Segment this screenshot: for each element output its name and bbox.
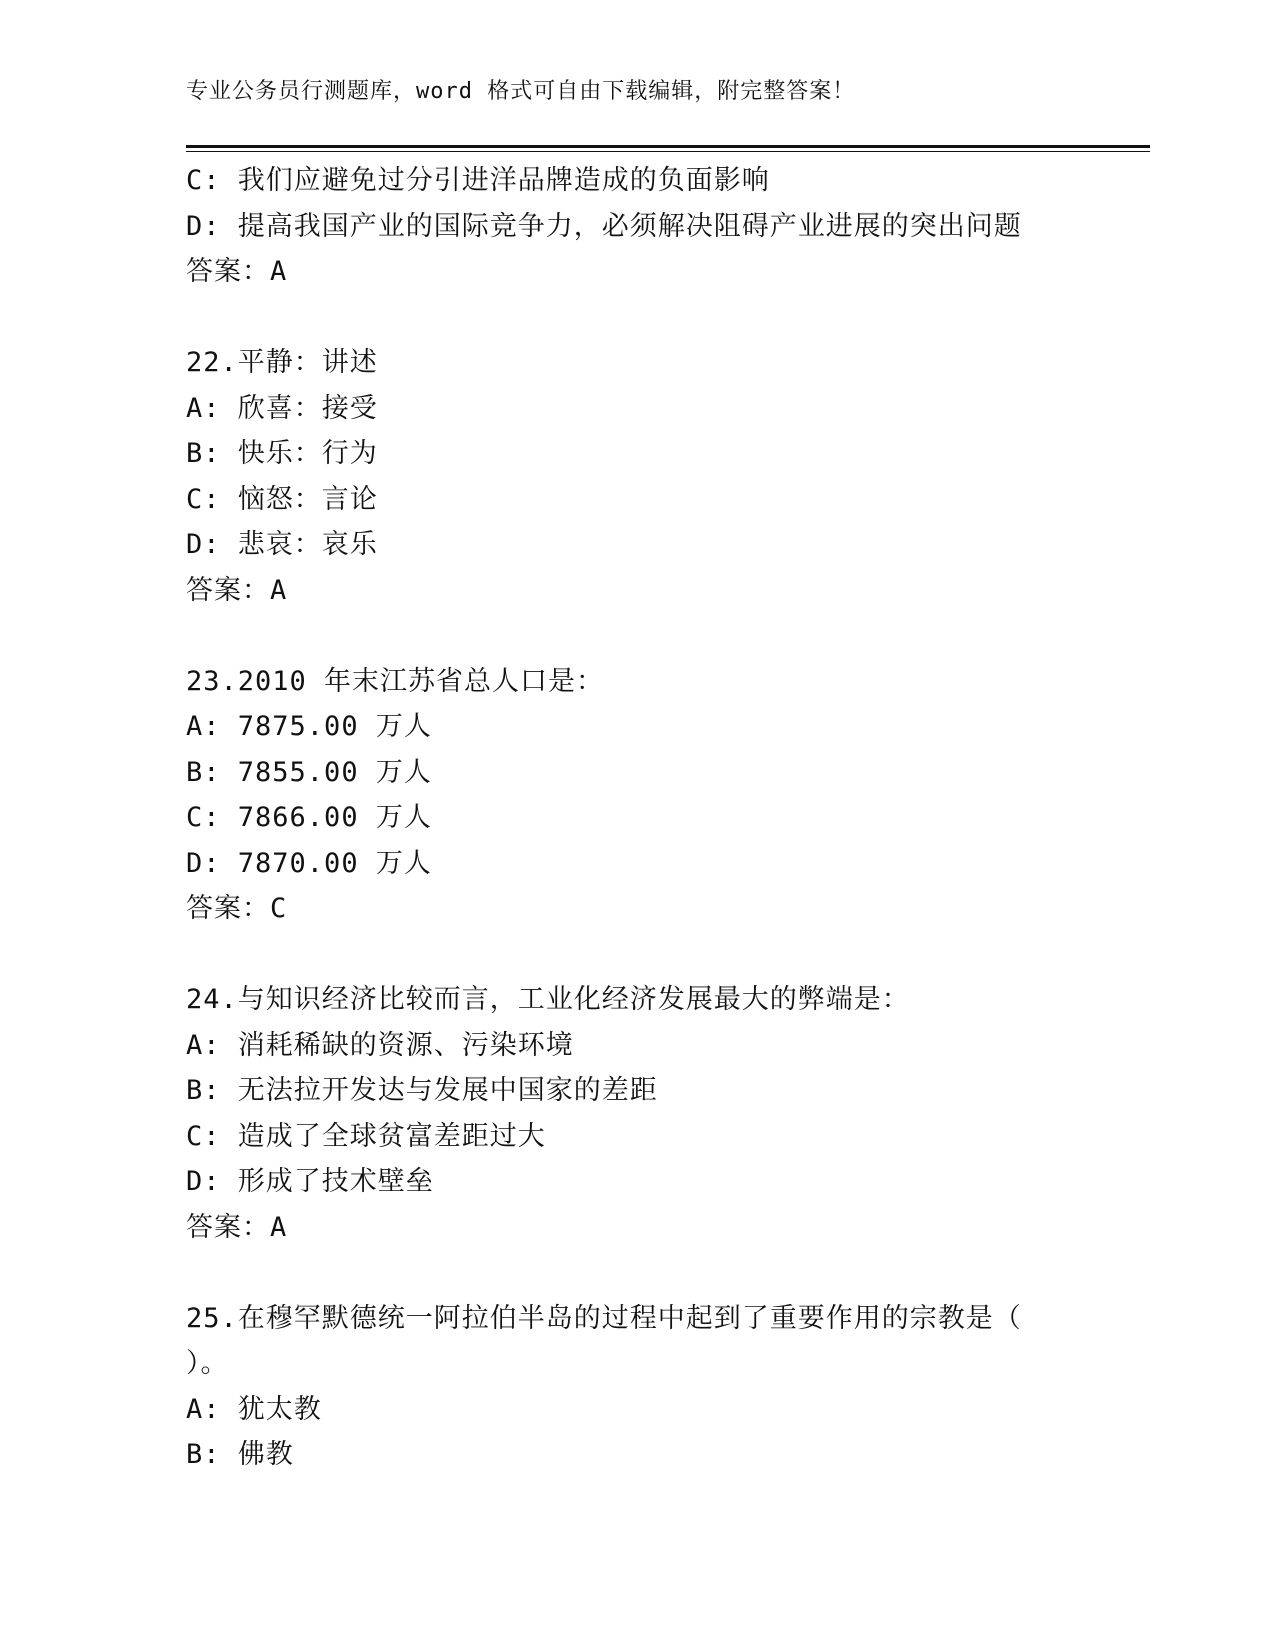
option-line bbox=[186, 431, 1086, 477]
question-title: 25.在穆罕默德统一阿拉伯半岛的过程中起到了重要作用的宗教是（ bbox=[186, 1302, 1022, 1334]
option-line bbox=[186, 841, 1086, 887]
option-label: D: bbox=[186, 529, 221, 560]
header-rule-thick bbox=[186, 145, 1150, 148]
option-line bbox=[186, 750, 1086, 796]
option-label: C: bbox=[186, 802, 221, 833]
option-text: 悲哀：哀乐 bbox=[237, 529, 378, 560]
option-line bbox=[186, 158, 1086, 204]
option-label: A: bbox=[186, 392, 221, 424]
option-text: 恼怒：言论 bbox=[237, 483, 378, 515]
question-title-continuation: ）。 bbox=[186, 1348, 229, 1379]
option-line bbox=[186, 1159, 1086, 1205]
spacer bbox=[186, 295, 1086, 341]
spacer bbox=[186, 613, 1086, 659]
option-text: 佛教 bbox=[237, 1439, 294, 1470]
option-label: D: bbox=[186, 847, 221, 879]
option-label: B: bbox=[186, 438, 221, 469]
option-line bbox=[186, 704, 1086, 750]
answer-label: 答案： bbox=[186, 256, 270, 287]
option-text: 造成了全球贫富差距过大 bbox=[237, 1120, 546, 1152]
answer-label: 答案： bbox=[186, 1211, 270, 1243]
question-title: 23.2010 年末江苏省总人口是： bbox=[186, 665, 605, 697]
option-label: B: bbox=[186, 756, 221, 788]
option-label: D: bbox=[186, 210, 221, 242]
option-label: C: bbox=[186, 165, 221, 196]
option-label: C: bbox=[186, 1120, 221, 1152]
option-label: B: bbox=[186, 1439, 221, 1470]
option-line bbox=[186, 1114, 1086, 1160]
question-title: 22.平静：讲述 bbox=[186, 347, 378, 378]
option-text: 消耗稀缺的资源、污染环境 bbox=[237, 1029, 574, 1061]
option-text: 欣喜：接受 bbox=[237, 392, 378, 424]
answer-label: 答案： bbox=[186, 893, 270, 924]
question-content bbox=[186, 158, 1086, 1478]
option-line bbox=[186, 477, 1086, 523]
option-label: A: bbox=[186, 1393, 221, 1425]
answer-value: C bbox=[270, 893, 288, 924]
option-line bbox=[186, 522, 1086, 568]
answer-value: A bbox=[270, 256, 288, 287]
option-text: 犹太教 bbox=[237, 1393, 322, 1425]
option-text: 形成了技术壁垒 bbox=[237, 1166, 434, 1197]
page-header: 专业公务员行测题库，word 格式可自由下载编辑，附完整答案！ bbox=[186, 79, 856, 104]
option-text: 7866.00 万人 bbox=[237, 802, 432, 833]
spacer bbox=[186, 1250, 1086, 1296]
header-rule-thin bbox=[186, 151, 1150, 152]
option-line bbox=[186, 386, 1086, 432]
option-label: B: bbox=[186, 1075, 221, 1106]
option-text: 我们应避免过分引进洋品牌造成的负面影响 bbox=[237, 165, 770, 196]
answer-label: 答案： bbox=[186, 574, 270, 606]
option-label: D: bbox=[186, 1166, 221, 1197]
spacer bbox=[186, 932, 1086, 978]
option-text: 无法拉开发达与发展中国家的差距 bbox=[237, 1075, 658, 1106]
option-label: A: bbox=[186, 1029, 221, 1061]
question-title: 24.与知识经济比较而言，工业化经济发展最大的弊端是： bbox=[186, 984, 910, 1015]
option-label: A: bbox=[186, 711, 221, 742]
option-line bbox=[186, 1068, 1086, 1114]
option-line bbox=[186, 1023, 1086, 1069]
answer-line bbox=[186, 249, 1086, 295]
option-text: 7875.00 万人 bbox=[237, 711, 432, 742]
option-line bbox=[186, 204, 1086, 250]
option-line bbox=[186, 795, 1086, 841]
option-text: 快乐：行为 bbox=[237, 438, 378, 469]
answer-value: A bbox=[270, 574, 288, 606]
option-text: 7870.00 万人 bbox=[237, 847, 432, 879]
option-line bbox=[186, 1387, 1086, 1433]
answer-line bbox=[186, 886, 1086, 932]
answer-line bbox=[186, 568, 1086, 614]
option-text: 7855.00 万人 bbox=[237, 756, 432, 788]
answer-value: A bbox=[270, 1211, 288, 1243]
option-label: C: bbox=[186, 483, 221, 515]
answer-line bbox=[186, 1205, 1086, 1251]
option-line bbox=[186, 1432, 1086, 1478]
option-text: 提高我国产业的国际竞争力，必须解决阻碍产业进展的突出问题 bbox=[237, 210, 1022, 242]
